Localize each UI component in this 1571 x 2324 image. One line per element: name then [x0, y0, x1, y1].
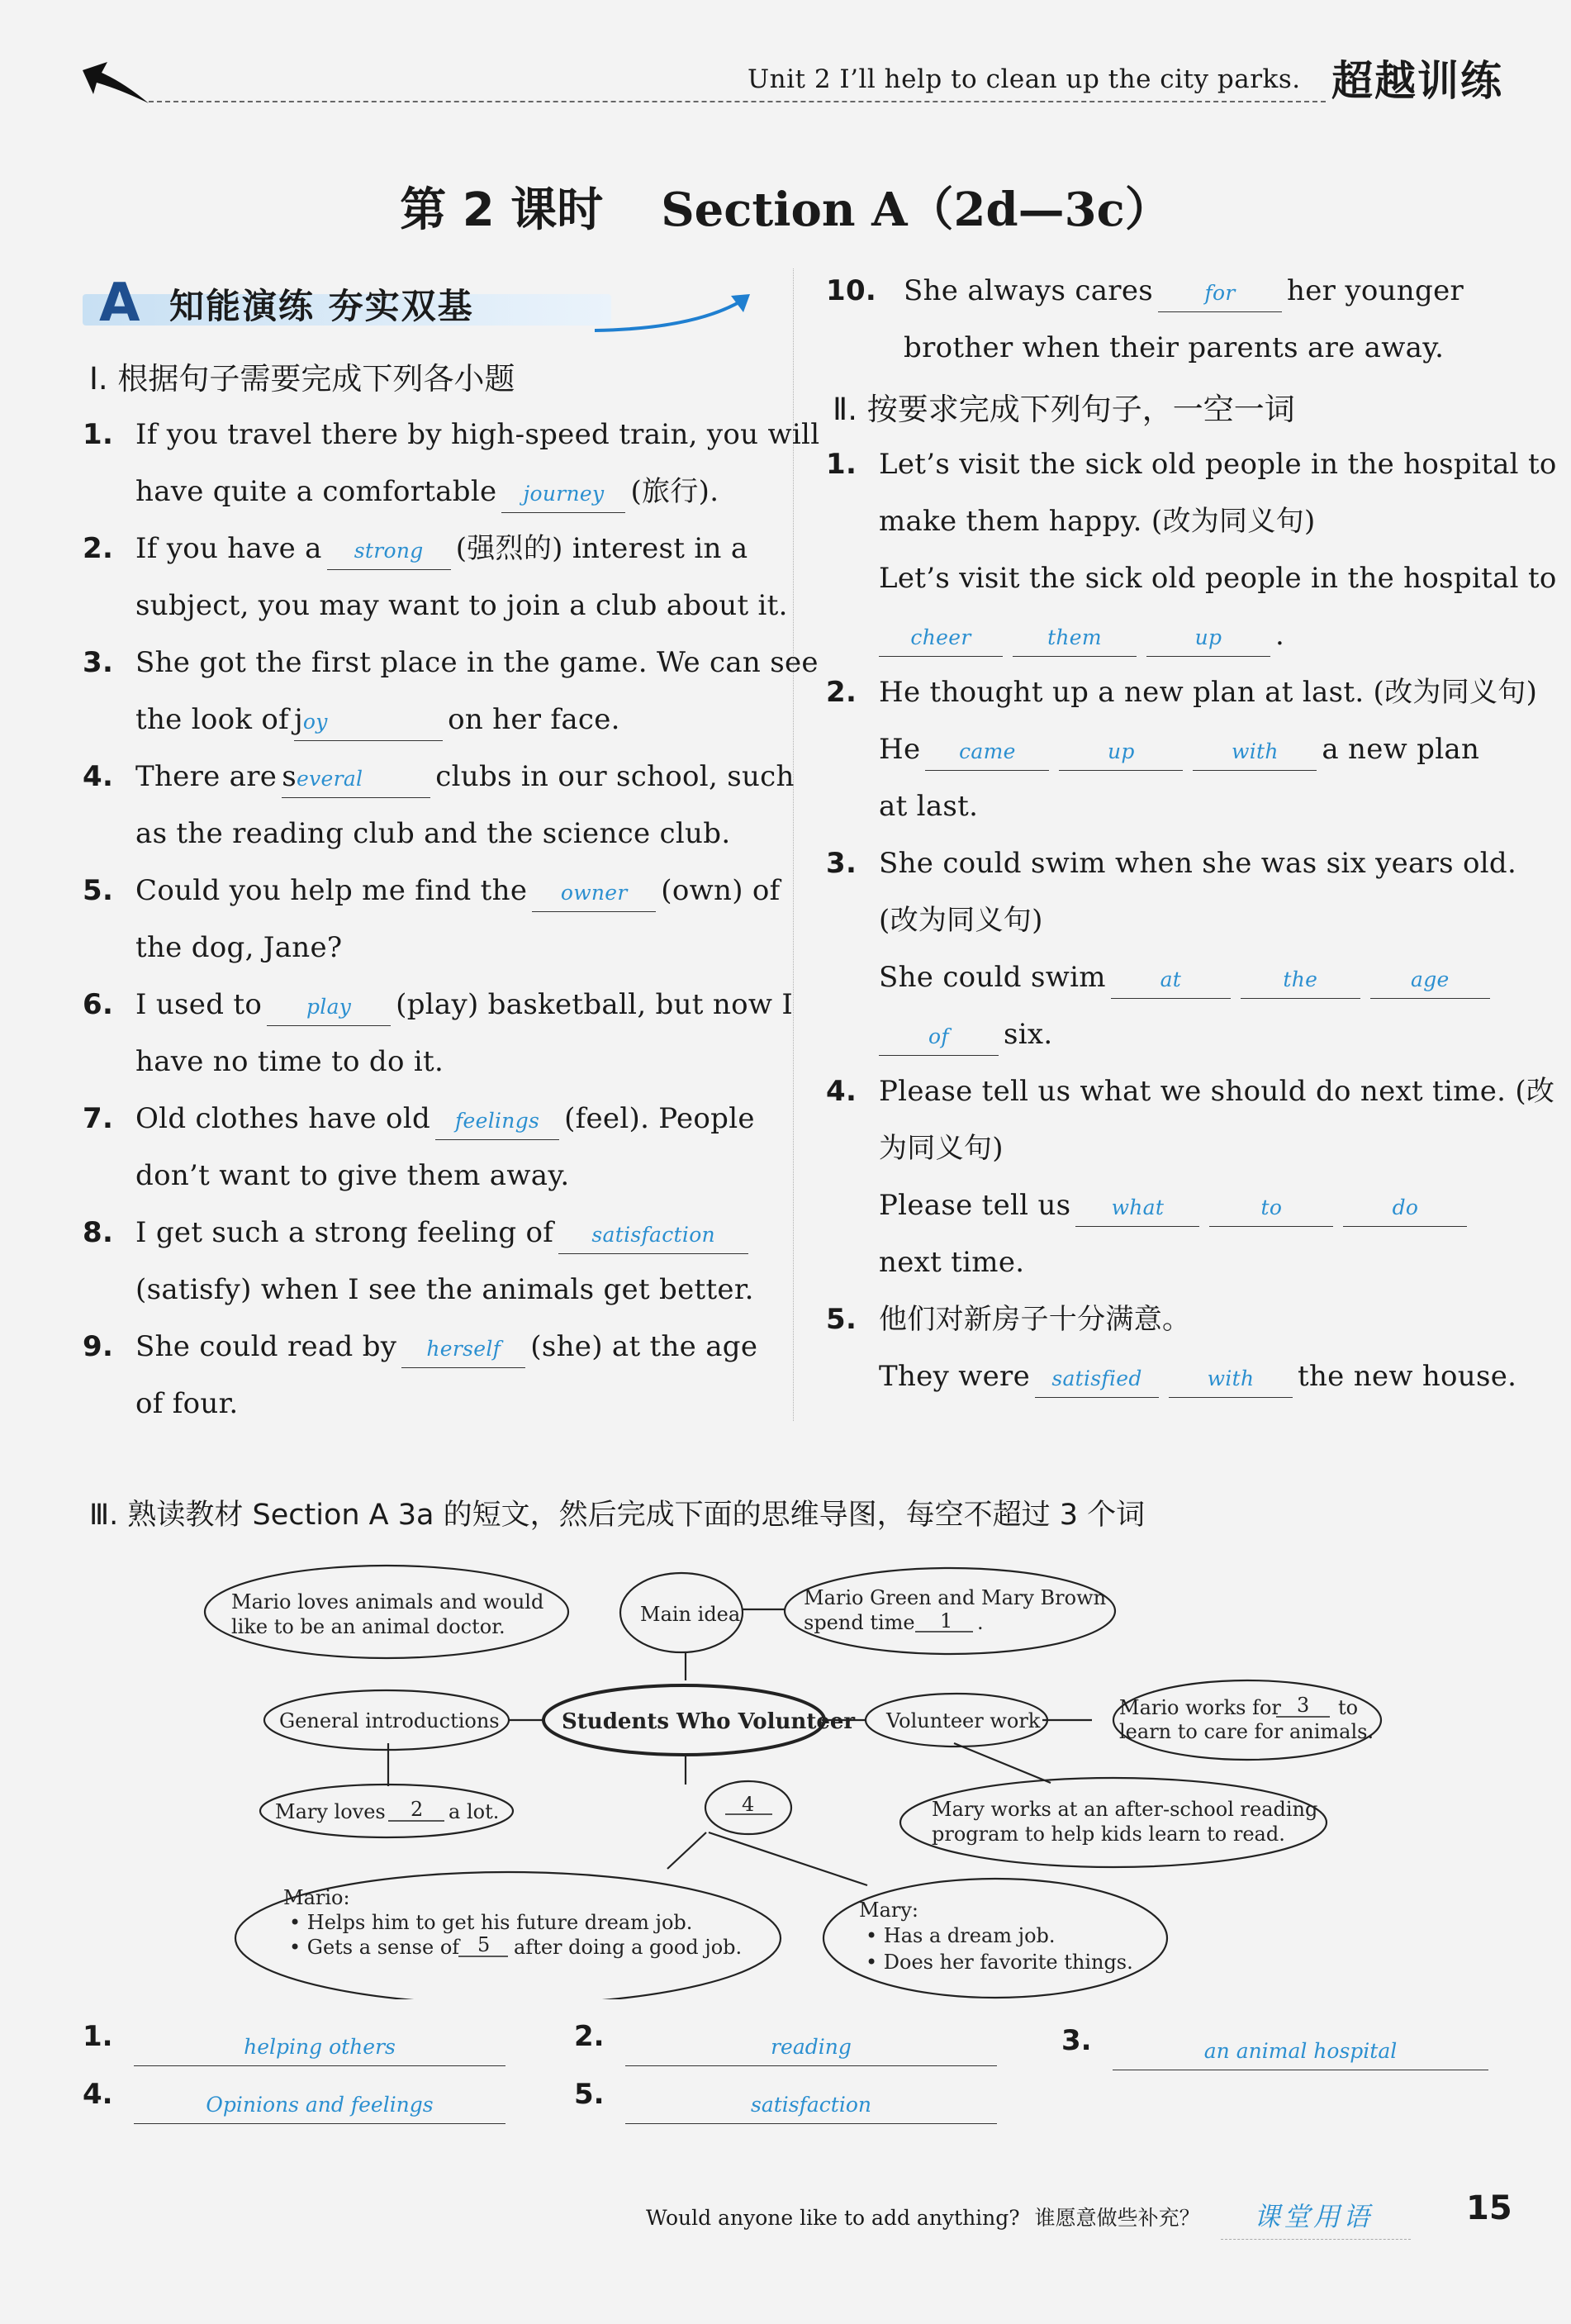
vol-1c: learn to care for animals.: [1119, 1720, 1374, 1743]
question-text: don’t want to give them away.: [135, 1159, 570, 1192]
main-idea-text: Main idea: [640, 1603, 741, 1626]
answer-blank[interactable]: [879, 1016, 999, 1056]
banner-text: 知能演练 夯实双基: [169, 286, 474, 326]
answer-text: an animal hospital: [1203, 2039, 1398, 2063]
gen-1b: like to be an animal doctor.: [231, 1615, 505, 1638]
vol-1b: to: [1338, 1696, 1359, 1719]
page-title: [0, 173, 1571, 240]
answer-blank[interactable]: [879, 617, 1003, 657]
mario-heading: Mario:: [283, 1886, 350, 1909]
mary-heading: Mary:: [859, 1899, 918, 1922]
question-text: (强烈的) interest in a: [455, 532, 748, 565]
question-text: (satisfy) when I see the animals get better.: [135, 1273, 754, 1306]
answer-blank[interactable]: [1059, 731, 1183, 771]
vol-2b: program to help kids learn to read.: [932, 1823, 1285, 1846]
back-arrow-icon: [78, 58, 153, 107]
volunteer-text: Volunteer work: [886, 1709, 1041, 1732]
question-text: (旅行).: [630, 475, 719, 508]
banner-letter: A: [99, 273, 140, 334]
question-text: Please tell us what we should do next time. (改: [879, 1075, 1555, 1108]
answer-text: satisfaction: [591, 1223, 715, 1247]
answer-blank[interactable]: [532, 872, 656, 912]
question-number: 1.: [83, 418, 114, 451]
question-number: 7.: [83, 1102, 114, 1135]
question-number: 5.: [83, 874, 114, 907]
question-text: Please tell us: [879, 1189, 1071, 1222]
question-number: 4.: [826, 1075, 857, 1108]
question-text: her younger: [1287, 274, 1464, 307]
mario-2a: • Gets a sense of: [289, 1936, 460, 1959]
answer-text: strong: [354, 539, 424, 563]
answer-text: with: [1232, 739, 1279, 763]
lesson-label: 第 2 课时: [400, 183, 604, 237]
question-number: 5.: [826, 1303, 857, 1336]
question-text: She could read by: [135, 1330, 397, 1363]
answer-blank[interactable]: [1209, 1187, 1333, 1227]
answer-text: age: [1411, 967, 1450, 991]
answer-text: satisfaction: [751, 2093, 871, 2117]
question-text: the new house.: [1298, 1360, 1517, 1393]
vol-1a: Mario works for: [1119, 1696, 1281, 1719]
answer-text: helping others: [244, 2035, 396, 2059]
section-banner: [83, 273, 752, 339]
vol-2a: Mary works at an after-school reading: [932, 1798, 1318, 1821]
question-text: have no time to do it.: [135, 1045, 444, 1078]
footer-label: 课堂用语: [1254, 2201, 1374, 2232]
footer-english: Would anyone like to add anything?: [646, 2206, 1020, 2230]
question-number: 9.: [83, 1330, 114, 1363]
question-text: subject, you may want to join a club about it.: [135, 589, 788, 622]
question-text: (play) basketball, but now I: [396, 988, 794, 1021]
question-text: If you have a: [135, 532, 322, 565]
answer-blank[interactable]: [1111, 959, 1231, 999]
general-text: General introductions: [279, 1709, 500, 1732]
question-text: Old clothes have old: [135, 1102, 431, 1135]
answer-text: of: [928, 1024, 949, 1048]
connector-line: [954, 1743, 1051, 1783]
mario-2b: after doing a good job.: [514, 1936, 743, 1959]
question-text: Let’s visit the sick old people in the hospital to: [879, 562, 1557, 595]
answer-blank[interactable]: [1193, 731, 1317, 771]
answer-text: play: [306, 995, 352, 1019]
question-number: 10.: [826, 274, 877, 307]
question-text: (own) of: [661, 874, 781, 907]
question-text: next time.: [879, 1246, 1025, 1279]
gen-2a: Mary loves: [275, 1800, 386, 1823]
mary-2: • Does her favorite things.: [866, 1951, 1133, 1974]
center-text: Students Who Volunteer: [562, 1709, 856, 1734]
answer-text: at: [1160, 967, 1182, 991]
answer-blank[interactable]: [625, 2027, 997, 2066]
question-number: 2.: [826, 676, 857, 709]
header-rule: [149, 101, 1326, 102]
question-number: 6.: [83, 988, 114, 1021]
answer-blank[interactable]: [1146, 617, 1270, 657]
answer-prefix: j: [294, 703, 303, 736]
answer-number: 1.: [83, 2020, 113, 2053]
swoosh-arrow-icon: [595, 289, 760, 339]
answer-number: 2.: [574, 2020, 605, 2053]
answer-text: up: [1108, 739, 1135, 763]
main-idea-detail-2a: spend time: [804, 1611, 915, 1634]
main-idea-detail-1: Mario Green and Mary Brown: [804, 1586, 1107, 1609]
question-text: She always cares: [904, 274, 1154, 307]
question-text: She could swim: [879, 961, 1106, 994]
answer-text: the: [1283, 967, 1318, 991]
answer-blank[interactable]: [1169, 1358, 1293, 1398]
answer-text: oy: [302, 710, 328, 734]
answer-text: with: [1207, 1366, 1255, 1390]
question-text: of four.: [135, 1387, 239, 1420]
question-number: 3.: [83, 646, 114, 679]
question-text: (feel). People: [564, 1102, 755, 1135]
question-number: 3.: [826, 847, 857, 880]
question-number: 1.: [826, 448, 857, 481]
blank-number: 5: [477, 1933, 491, 1956]
mind-map: [0, 1537, 1571, 1999]
answer-text: to: [1260, 1195, 1283, 1219]
answer-text: do: [1392, 1195, 1419, 1219]
question-text: He: [879, 733, 921, 766]
footer-chinese: 谁愿意做些补充？: [1034, 2206, 1200, 2230]
answer-text: owner: [560, 881, 628, 905]
question-text: There are: [135, 760, 278, 793]
answer-text: everal: [296, 767, 363, 791]
answer-text: feelings: [454, 1109, 540, 1133]
answer-number: 3.: [1061, 2024, 1092, 2057]
question-text: If you travel there by high-speed train, you will: [135, 418, 820, 451]
answer-blank[interactable]: [501, 473, 625, 513]
question-text: 他们对新房子十分满意。: [879, 1303, 1191, 1336]
answer-blank[interactable]: [294, 701, 443, 741]
question-number: 2.: [83, 532, 114, 565]
question-text: six.: [1004, 1018, 1053, 1051]
question-text: the look of: [135, 703, 290, 736]
question-text: (she) at the age: [530, 1330, 758, 1363]
question-text: Let’s visit the sick old people in the hospital to: [879, 448, 1557, 481]
question-text: .: [1275, 619, 1285, 652]
answer-blank[interactable]: [1013, 617, 1137, 657]
main-idea-detail-2b: .: [977, 1611, 984, 1634]
blank-4-number: 4: [742, 1793, 755, 1816]
mary-1: • Has a dream job.: [866, 1924, 1056, 1947]
blank-number: 3: [1297, 1694, 1310, 1717]
gen-1a: Mario loves animals and would: [231, 1590, 544, 1613]
question-text: I get such a strong feeling of: [135, 1216, 554, 1249]
answer-text: reading: [771, 2035, 852, 2059]
footer-phrase: [646, 2202, 1200, 2231]
brand-title: 超越训练: [1331, 57, 1503, 105]
question-text: make them happy. (改为同义句): [879, 505, 1316, 538]
answer-text: satisfied: [1051, 1366, 1142, 1390]
question-text: the dog, Jane?: [135, 931, 343, 964]
part3-heading: Ⅲ. 熟读教材 Section A 3a 的短文，然后完成下面的思维导图，每空不超过 3 个词: [89, 1499, 1146, 1532]
section-label: Section A（2d—3c）: [661, 183, 1171, 237]
question-text: at last.: [879, 790, 979, 823]
answer-blank[interactable]: [625, 2084, 997, 2124]
mario-1: • Helps him to get his future dream job.: [289, 1911, 693, 1934]
question-number: 4.: [83, 760, 114, 793]
question-text: on her face.: [448, 703, 620, 736]
answer-blank[interactable]: [267, 986, 391, 1026]
answer-text: herself: [426, 1337, 501, 1361]
answer-prefix: s: [282, 760, 297, 793]
connector-line: [667, 1832, 706, 1869]
question-text: She got the first place in the game. We can see: [135, 646, 819, 679]
answer-text: them: [1047, 625, 1102, 649]
question-text: He thought up a new plan at last. (改为同义句): [879, 676, 1538, 709]
answer-text: for: [1204, 281, 1236, 305]
question-text: clubs in our school, such: [435, 760, 795, 793]
answer-blank[interactable]: [134, 2027, 505, 2066]
answer-text: what: [1111, 1195, 1165, 1219]
answer-blank[interactable]: [925, 731, 1049, 771]
question-text: have quite a comfortable: [135, 475, 497, 508]
connector-line: [709, 1832, 867, 1885]
answer-text: came: [959, 739, 1016, 763]
question-text: a new plan: [1322, 733, 1480, 766]
answer-blank[interactable]: [134, 2084, 505, 2124]
question-text: She could swim when she was six years old.: [879, 847, 1517, 880]
answer-text: journey: [523, 482, 605, 506]
question-number: 8.: [83, 1216, 114, 1249]
answer-text: Opinions and feelings: [206, 2093, 434, 2117]
answer-blank[interactable]: [1075, 1187, 1199, 1227]
question-text: They were: [879, 1360, 1031, 1393]
answer-blank[interactable]: [1158, 273, 1282, 312]
question-text: 为同义句): [879, 1132, 1004, 1165]
question-text: as the reading club and the science club.: [135, 817, 731, 850]
question-text: Could you help me find the: [135, 874, 528, 907]
answer-blank[interactable]: [1113, 2031, 1488, 2070]
blank-number: 2: [411, 1798, 424, 1821]
question-text: (改为同义句): [879, 904, 1043, 937]
answer-number: 4.: [83, 2078, 113, 2111]
answer-blank[interactable]: [282, 758, 430, 798]
answer-blank[interactable]: [327, 530, 451, 570]
answer-text: cheer: [910, 625, 971, 649]
answer-blank[interactable]: [435, 1100, 559, 1140]
answer-blank[interactable]: [1035, 1358, 1159, 1398]
answer-blank[interactable]: [1370, 959, 1490, 999]
answer-blank[interactable]: [1343, 1187, 1467, 1227]
answer-number: 5.: [574, 2078, 605, 2111]
part1-heading: Ⅰ. 根据句子需要完成下列各小题: [89, 361, 515, 397]
question-text: I used to: [135, 988, 263, 1021]
gen-2b: a lot.: [449, 1800, 500, 1823]
page-number: 15: [1466, 2189, 1512, 2227]
blank-number: 1: [940, 1609, 953, 1633]
answer-blank[interactable]: [401, 1328, 525, 1368]
answer-text: up: [1194, 625, 1222, 649]
part2-heading: Ⅱ. 按要求完成下列句子，一空一词: [833, 392, 1295, 427]
question-text: brother when their parents are away.: [904, 331, 1445, 364]
unit-title: Unit 2 I’ll help to clean up the city parks.: [748, 64, 1301, 94]
footer-rule: [1221, 2239, 1411, 2240]
answer-blank[interactable]: [558, 1214, 748, 1254]
answer-blank[interactable]: [1241, 959, 1360, 999]
